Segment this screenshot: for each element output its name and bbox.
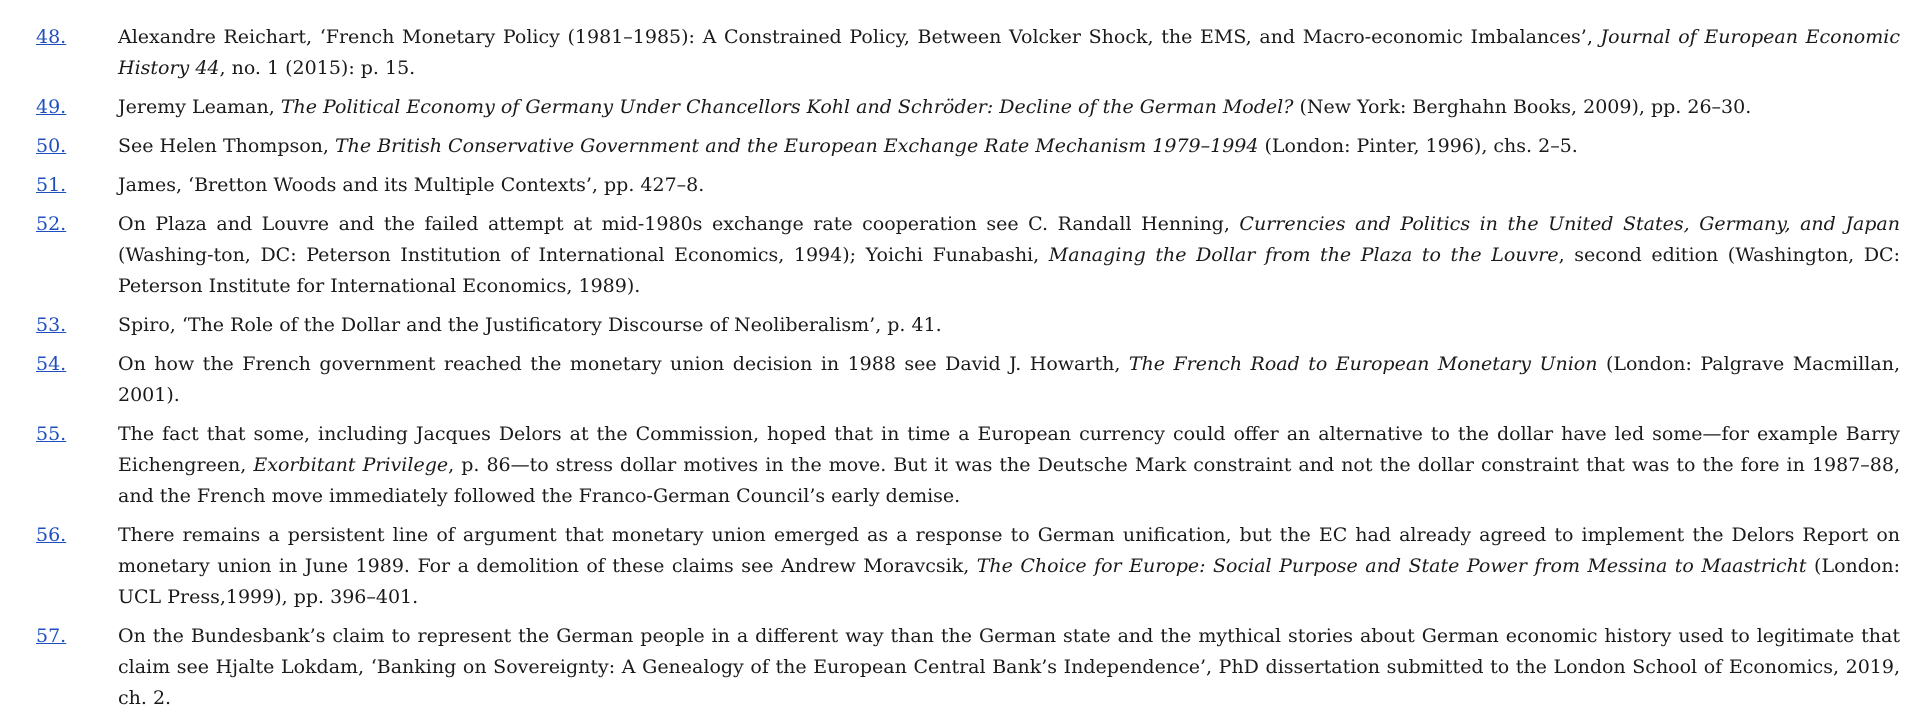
endnote-text-segment: The fact that some, including Jacques Delors at the Commission, hoped that in time a European currency could offer an alternative to the dollar have led some—for example Barry Eichengreen, — [118, 423, 1900, 476]
endnote-italic-title: Currencies and Politics in the United States, Germany, and Japan — [1239, 213, 1901, 235]
endnote-text-segment: (New York: Berghahn Books, 2009), pp. 26–30. — [1293, 96, 1752, 118]
endnote — [0, 209, 1918, 302]
endnote-number-link[interactable]: 54. — [36, 353, 67, 375]
endnote-text — [118, 349, 1900, 411]
endnote-text-segment: Spiro, ‘The Role of the Dollar and the Justificatory Discourse of Neoliberalism’, p. 41. — [118, 314, 942, 336]
endnote-text — [118, 22, 1900, 84]
endnote — [0, 131, 1918, 162]
endnote — [0, 520, 1918, 613]
endnote-number-link[interactable]: 52. — [36, 213, 67, 235]
endnote-text-segment: (London: Pinter, 1996), chs. 2–5. — [1258, 135, 1578, 157]
endnote-text-segment: On Plaza and Louvre and the failed attempt at mid-1980s exchange rate cooperation see C. Randall Henning, — [118, 213, 1240, 235]
endnote-number-link[interactable]: 57. — [36, 625, 67, 647]
endnote — [0, 419, 1918, 512]
endnote-text-segment: See Helen Thompson, — [118, 135, 335, 157]
endnote-italic-title: Exorbitant Privilege — [253, 454, 449, 476]
endnote-text-segment: , no. 1 (2015): p. 15. — [219, 57, 416, 79]
endnote-italic-title: The British Conservative Government and the European Exchange Rate Mechanism 1979–1994 — [335, 135, 1259, 157]
endnote — [0, 349, 1918, 411]
endnote — [0, 92, 1918, 123]
endnote-text — [118, 621, 1900, 714]
endnote — [0, 22, 1918, 84]
endnote — [0, 170, 1918, 201]
endnote-text — [118, 92, 1900, 123]
endnote-text-segment: There remains a persistent line of argument that monetary union emerged as a response to German unification, but the EC had already agreed to implement the Delors Report on monetary union in June 1989. For a demolition of these claims see Andrew Moravcsik, — [118, 524, 1900, 577]
endnote-number-link[interactable]: 49. — [36, 96, 67, 118]
endnote-number-link[interactable]: 55. — [36, 423, 67, 445]
endnote-number-link[interactable]: 53. — [36, 314, 67, 336]
endnote-italic-title: The Political Economy of Germany Under Chancellors Kohl and Schröder: Decline of the German Model? — [280, 96, 1294, 118]
endnote-text-segment: (London: UCL Press,1999), pp. 396–401. — [118, 555, 1900, 608]
endnote-italic-title: The French Road to European Monetary Union — [1128, 353, 1598, 375]
endnote-text-segment: Alexandre Reichart, ‘French Monetary Policy (1981–1985): A Constrained Policy, Between Volcker Shock, the EMS, and Macro-economic Imbalances’, — [118, 26, 1601, 48]
endnote-number-link[interactable]: 48. — [36, 26, 67, 48]
endnote-number-link[interactable]: 56. — [36, 524, 67, 546]
endnote-text — [118, 419, 1900, 512]
endnote-italic-title: Journal of European Economic History 44 — [118, 26, 1900, 79]
endnote-number-link[interactable]: 50. — [36, 135, 67, 157]
endnote-text-segment: Jeremy Leaman, — [118, 96, 281, 118]
endnote-number-link[interactable]: 51. — [36, 174, 67, 196]
endnote-text — [118, 170, 1900, 201]
endnote-text-segment: , p. 86—to stress dollar motives in the move. But it was the Deutsche Mark constraint and not the dollar constraint that was to the fore in 1987–88, and the French move immediately followed the Franco-German Council’s early demise. — [118, 454, 1900, 507]
endnote-italic-title: Managing the Dollar from the Plaza to the Louvre — [1048, 244, 1559, 266]
endnote — [0, 621, 1918, 714]
endnote-text-segment: , second edition (Washington, DC: Peterson Institute for International Economics, 1989). — [118, 244, 1900, 297]
endnote-text-segment: (Washing-ton, DC: Peterson Institution of International Economics, 1994); Yoichi Funabashi, — [118, 244, 1049, 266]
endnote-text — [118, 310, 1900, 341]
endnote-text — [118, 131, 1900, 162]
endnote-text-segment: On the Bundesbank’s claim to represent the German people in a different way than the German state and the mythical stories about German economic history used to legitimate that claim see Hjalte Lokdam, ‘Banking on Sovereignty: A Genealogy of the European Central Bank’s Independence’, PhD dissertation submitted to the London School of Economics, 2019, ch. 2. — [118, 625, 1900, 709]
endnote-italic-title: The Choice for Europe: Social Purpose and State Power from Messina to Maastricht — [976, 555, 1807, 577]
endnote-text-segment: James, ‘Bretton Woods and its Multiple Contexts’, pp. 427–8. — [118, 174, 705, 196]
endnote — [0, 310, 1918, 341]
endnote-text-segment: (London: Palgrave Macmillan, 2001). — [118, 353, 1900, 406]
endnote-text — [118, 209, 1900, 302]
endnote-text — [118, 520, 1900, 613]
endnote-text-segment: On how the French government reached the monetary union decision in 1988 see David J. Howarth, — [118, 353, 1129, 375]
